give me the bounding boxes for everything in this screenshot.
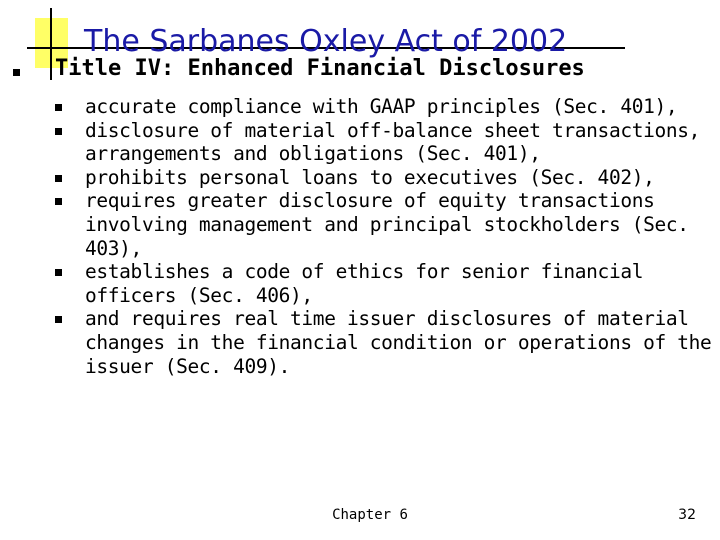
list-item <box>55 166 720 190</box>
list-item <box>55 260 720 307</box>
bullet-square-icon <box>55 269 62 276</box>
list-item <box>55 119 720 166</box>
accent-vertical-line <box>50 8 52 80</box>
bullet-list <box>55 95 720 378</box>
list-item <box>55 95 720 119</box>
page-number: 32 <box>678 507 696 523</box>
bullet-square-icon <box>55 198 62 205</box>
list-item-text: prohibits personal loans to executives (Sec. 402), <box>85 165 655 189</box>
section-heading: Title IV: Enhanced Financial Disclosures <box>55 56 585 81</box>
list-item-text: and requires real time issuer disclosures of material changes in the financial condition or operations of the issuer (Sec. 409). <box>85 307 712 378</box>
list-item <box>55 307 720 378</box>
bullet-square-icon <box>55 128 62 135</box>
bullet-square-icon <box>55 175 62 182</box>
bullet-square-icon <box>55 104 62 111</box>
bullet-square-icon <box>55 316 62 323</box>
bullet-square-icon <box>13 69 20 76</box>
list-item-text: requires greater disclosure of equity transactions involving management and principal stockholders (Sec. 403), <box>85 189 689 260</box>
footer-chapter: Chapter 6 <box>332 507 408 523</box>
list-item-text: establishes a code of ethics for senior financial officers (Sec. 406), <box>85 260 644 307</box>
list-item-text: disclosure of material off-balance sheet transactions, arrangements and obligations (Sec. 401), <box>85 118 701 166</box>
list-item-text: accurate compliance with GAAP principles (Sec. 401), <box>85 95 678 118</box>
slide-title: The Sarbanes Oxley Act of 2002 <box>84 24 568 59</box>
list-item <box>55 189 720 260</box>
